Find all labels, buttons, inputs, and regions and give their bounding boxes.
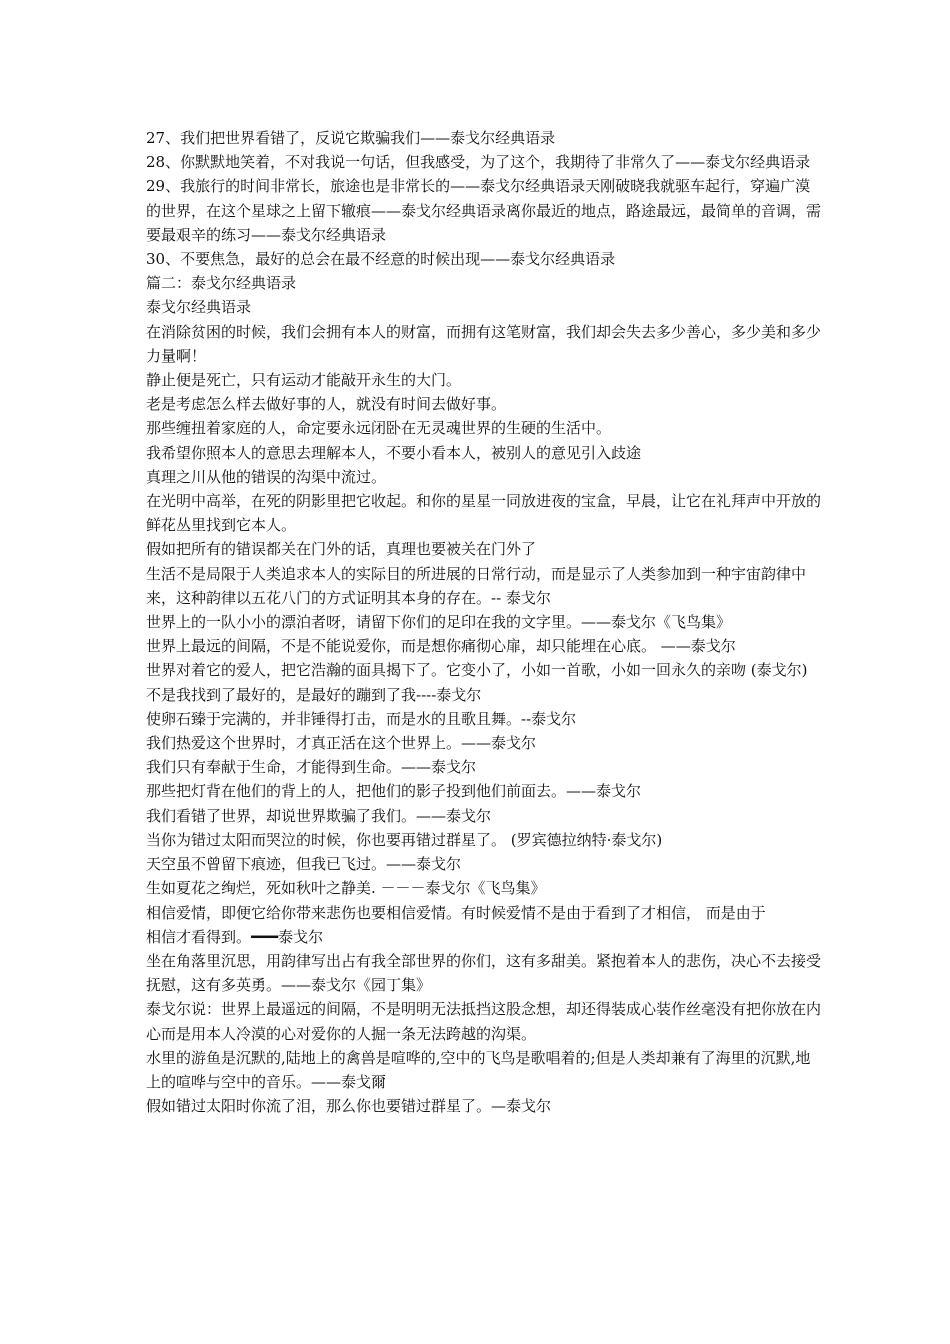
paragraph-quote: 世界上的一队小小的漂泊者呀，请留下你们的足印在我的文字里。——泰戈尔《飞鸟集》 (146, 613, 732, 632)
paragraph-quote: 我们只有奉献于生命，才能得到生命。——泰戈尔 (146, 758, 477, 777)
paragraph-quote: 泰戈尔说：世界上最遥远的间隔，不是明明无法抵挡这股念想，却还得装成心装作丝毫没有把你放在内心而是用本人冷漠的心对爱你的人掘一条无法跨越的沟渠。 (146, 1000, 822, 1043)
paragraph-quote: 世界对着它的爱人，把它浩瀚的面具揭下了。它变小了，小如一首歌，小如一回永久的亲吻 (泰戈尔) (146, 661, 808, 680)
paragraph-quote-28: 28、你默默地笑着，不对我说一句话，但我感受，为了这个，我期待了非常久了——泰戈尔经典语录 (146, 153, 811, 172)
paragraph-quote: 天空虽不曾留下痕迹，但我已飞过。——泰戈尔 (146, 855, 462, 874)
paragraph-quote-30: 30、不要焦急，最好的总会在最不经意的时候出现——泰戈尔经典语录 (146, 250, 616, 269)
paragraph-quote: 当你为错过太阳而哭泣的时候，你也要再错过群星了。 (罗宾德拉纳特·泰戈尔) (146, 830, 663, 849)
paragraph-quote: 假如把所有的错误都关在门外的话，真理也要被关在门外了 (146, 540, 537, 559)
paragraph-quote: 静止便是死亡，只有运动才能敲开永生的大门。 (146, 371, 462, 390)
paragraph-quote: 不是我找到了最好的，是最好的蹦到了我----泰戈尔 (146, 685, 482, 704)
paragraph-quote: 使卵石臻于完满的，并非锤得打击，而是水的且歌且舞。--泰戈尔 (146, 709, 577, 728)
document-page (146, 126, 822, 1118)
paragraph-quote: 世界上最远的间隔，不是不能说爱你，而是想你痛彻心扉，却只能埋在心底。 ——泰戈尔 (146, 637, 736, 656)
paragraph-quote-27: 27、我们把世界看错了，反说它欺骗我们——泰戈尔经典语录 (146, 129, 556, 147)
paragraph-quote: 我们看错了世界，却说世界欺骗了我们。——泰戈尔 (146, 806, 492, 825)
paragraph-quote: 相信爱情，即便它给你带来悲伤也要相信爱情。有时候爱情不是由于看到了才相信， 而是由于 (146, 903, 766, 922)
paragraph-quote: 我希望你照本人的意思去理解本人，不要小看本人，被别人的意见引入歧途 (146, 443, 642, 462)
paragraph-quote: 我们热爱这个世界时，才真正活在这个世界上。——泰戈尔 (146, 734, 537, 753)
paragraph-quote: 假如错过太阳时你流了泪，那么你也要错过群星了。—泰戈尔 (146, 1097, 552, 1116)
paragraph-quote: 生如夏花之绚烂，死如秋叶之静美. －－－泰戈尔《飞鸟集》 (146, 879, 546, 898)
paragraph-quote: 水里的游鱼是沉默的,陆地上的禽兽是喧哗的,空中的飞鸟是歌唱着的;但是人类却兼有了海里的沉默,地上的喧哗与空中的音乐。——泰戈爾 (146, 1048, 811, 1091)
paragraph-quote: 那些缠扭着家庭的人，命定要永远闭卧在无灵魂世界的生硬的生活中。 (146, 419, 612, 438)
paragraph-quote: 那些把灯背在他们的背上的人，把他们的影子投到他们前面去。——泰戈尔 (146, 782, 642, 801)
section-subtitle: 泰戈尔经典语录 (146, 298, 252, 317)
section-heading: 篇二：泰戈尔经典语录 (146, 274, 297, 293)
paragraph-quote: 在消除贫困的时候，我们会拥有本人的财富，而拥有这笔财富，我们却会失去多少善心，多少美和多少力量啊！ (146, 322, 822, 365)
paragraph-quote: 在光明中高举，在死的阴影里把它收起。和你的星星一同放进夜的宝盒，早晨，让它在礼拜声中开放的鲜花丛里找到它本人。 (146, 492, 822, 535)
paragraph-quote-continuation: 相信才看得到。━━━泰戈尔 (146, 927, 324, 946)
paragraph-quote: 生活不是局限于人类追求本人的实际目的所进展的日常行动，而是显示了人类参加到一种宇宙韵律中来，这种韵律以五花八门的方式证明其本身的存在。-- 泰戈尔 (146, 564, 807, 607)
paragraph-quote: 真理之川从他的错误的沟渠中流过。 (146, 467, 387, 486)
paragraph-quote-29: 29、我旅行的时间非常长，旅途也是非常长的——泰戈尔经典语录天刚破晓我就驱车起行，穿遍广漠的世界，在这个星球之上留下辙痕——泰戈尔经典语录离你最近的地点，路途最远，最简单的音调，需要最艰辛的练习——泰戈尔经典语录 (146, 177, 822, 244)
paragraph-quote: 坐在角落里沉思，用韵律写出占有我全部世界的你们，这有多甜美。紧抱着本人的悲伤，决心不去接受抚慰，这有多英勇。——泰戈尔《园丁集》 (146, 951, 822, 995)
paragraph-quote: 老是考虑怎么样去做好事的人，就没有时间去做好事。 (146, 395, 507, 414)
